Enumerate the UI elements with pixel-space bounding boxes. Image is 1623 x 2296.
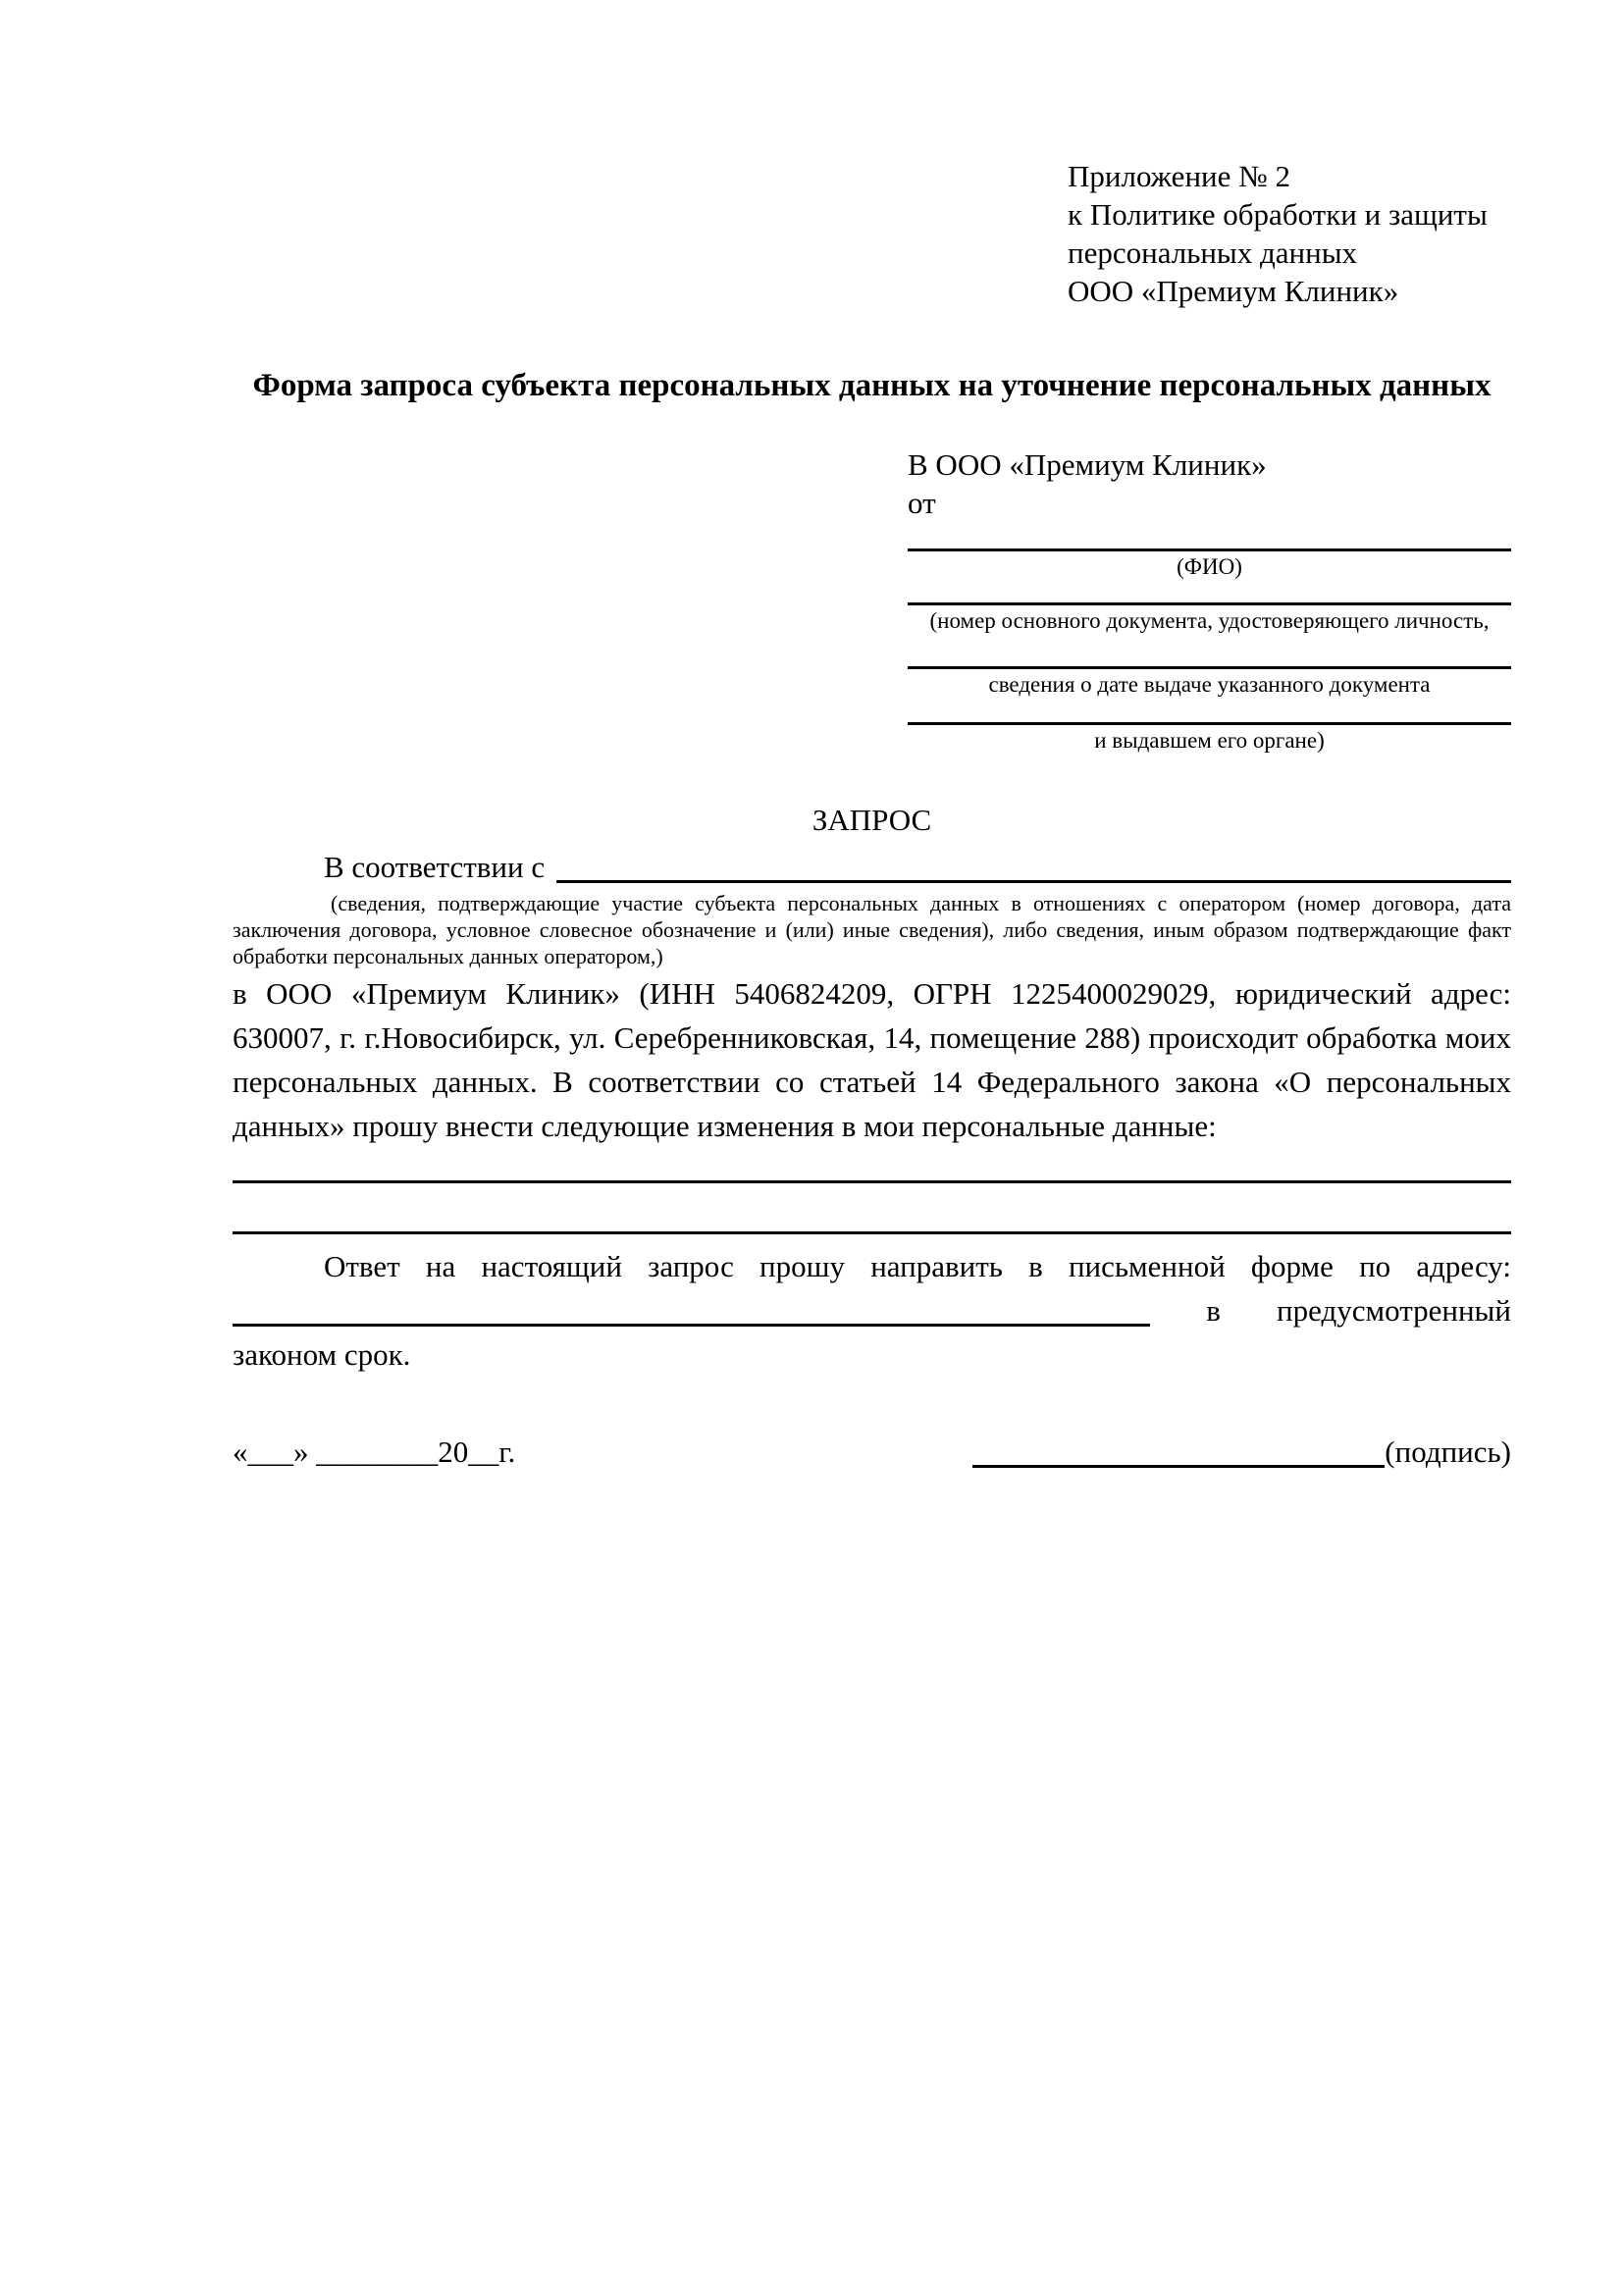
document-number-caption: (номер основного документа, удостоверяющего личность, [929,608,1490,633]
issue-date-blank-line[interactable] [908,634,1511,669]
changes-blank-line-1[interactable] [233,1148,1511,1183]
document-number-blank-line[interactable] [908,580,1511,605]
signature-caption: (подпись) [1385,1435,1511,1469]
issue-date-caption: сведения о дате выдаче указанного документа [988,672,1431,697]
basis-footnote: (сведения, подтверждающие участие субъекта персональных данных в отношениях с оператором (номер договора, дата заключения договора, условное словесное обозначение и (или) иные сведения), либо сведения, иным образом подтверждающие факт обработки персональных данных оператором,) [233,891,1511,968]
basis-blank-line[interactable] [556,854,1511,883]
signature-blank-line[interactable] [972,1435,1385,1468]
basis-lead-in: В соответствии с [324,850,546,884]
recipient-from-label: от [908,486,936,520]
request-body-paragraph: в ООО «Премиум Клиник» (ИНН 5406824209, ОГРН 1225400029029, юридический адрес: 630007, г. г.Новосибирск, ул. Серебренниковская, 14, помещение 288) происходит обработка моих персональных данных. В соответствии со статьей 14 Федерального закона «О персональных данных» прошу внести следующие изменения в мои персональные данные: [233,976,1511,1143]
address-row [233,1288,1511,1332]
appendix-note-line: персональных данных [1068,235,1358,270]
issuing-authority-caption: и выдавшем его органе) [1094,728,1325,753]
request-heading: ЗАПРОС [812,803,932,837]
recipient-to: В ООО «Премиум Клиник» [908,447,1267,482]
answer-intro: Ответ на настоящий запрос прошу направить в письменной форме по адресу: [324,1249,1511,1283]
fio-blank-line[interactable] [908,522,1511,551]
signature-group [972,1432,1511,1473]
appendix-note-line: ООО «Премиум Клиник» [1068,274,1399,308]
appendix-note-line: к Политике обработки и защиты [1068,197,1488,232]
appendix-note-line: Приложение № 2 [1068,159,1290,193]
recipient-block [908,445,1511,754]
footer-row [233,1432,1511,1473]
changes-blank-line-2[interactable] [233,1183,1511,1234]
fio-caption: (ФИО) [1177,554,1242,579]
answer-closing: законом срок. [233,1337,411,1372]
date-blank[interactable]: «___» ________20__г. [233,1435,516,1469]
appendix-note [1068,157,1511,310]
issuing-authority-blank-line[interactable] [908,698,1511,725]
address-blank-line[interactable] [233,1289,1150,1327]
document-title: Форма запроса субъекта персональных данных на уточнение персональных данных [252,368,1492,403]
answer-tail-word: в [1206,1293,1221,1328]
answer-tail-word: предусмотренный [1277,1293,1511,1328]
basis-row [233,847,1511,888]
